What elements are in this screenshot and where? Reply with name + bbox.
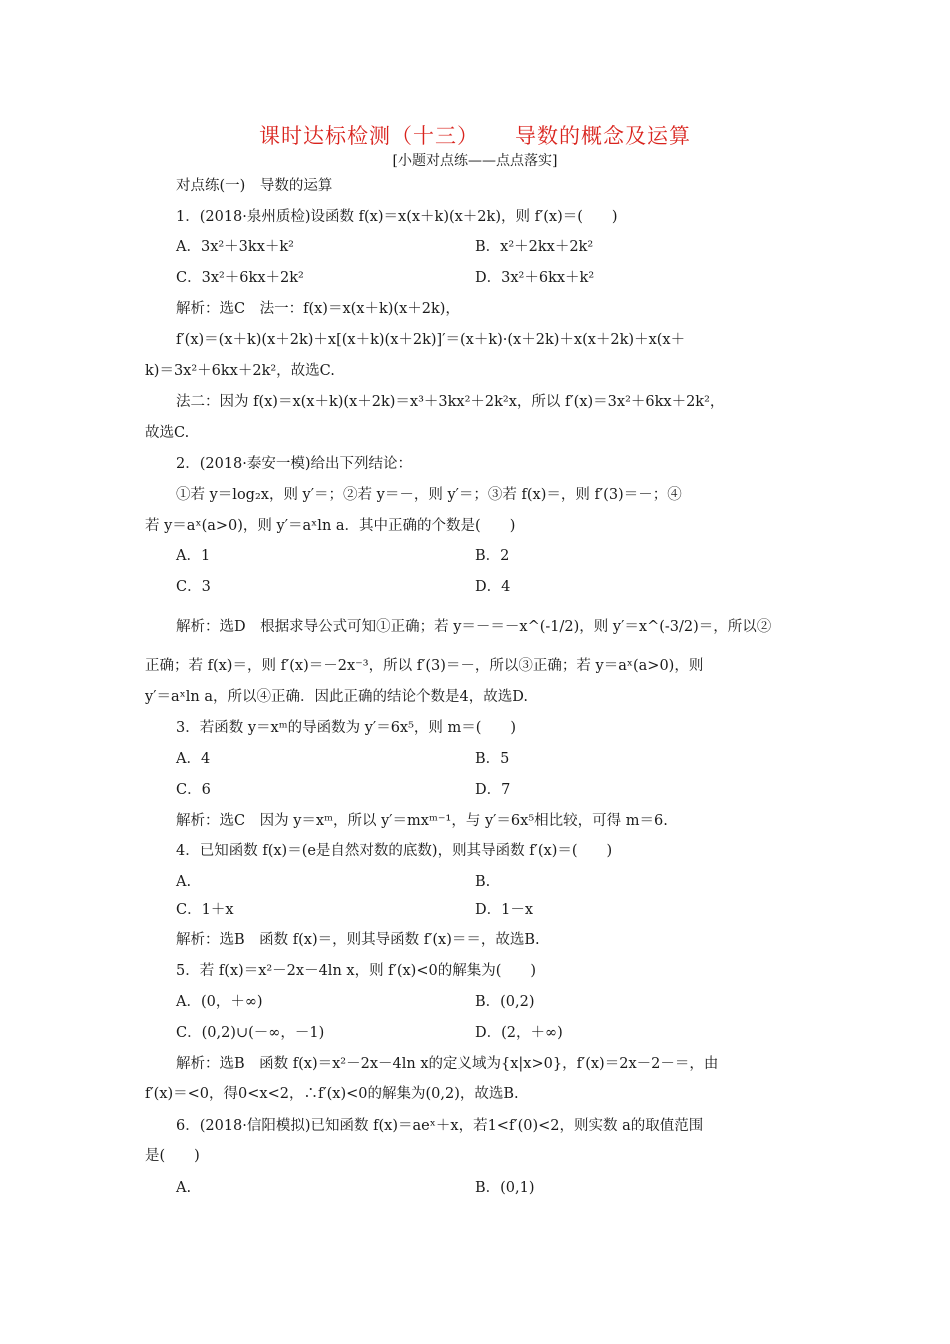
q1-solution-line: k)＝3x²＋6kx＋2k²，故选C. xyxy=(145,363,335,379)
q1-option-b: B．x²＋2kx＋2k² xyxy=(475,239,594,255)
question-5: 5．若 f(x)＝x²－2x－4ln x，则 f′(x)<0的解集为( ) xyxy=(176,963,537,979)
q5-solution-line: 解析：选B 函数 f(x)＝x²－2x－4ln x的定义域为{x|x>0}，f′(x)＝2x－2－＝，由 xyxy=(176,1056,719,1072)
q2-statement-line: ①若 y＝log₂x，则 y′＝；②若 y＝－，则 y′＝；③若 f(x)＝，则 f′(3)＝－；④ xyxy=(176,487,682,503)
q5-option-d: D．(2，＋∞) xyxy=(475,1025,563,1041)
question-6: 6．(2018·信阳模拟)已知函数 f(x)＝aeˣ＋x，若1<f′(0)<2，则实数 a的取值范围 xyxy=(176,1118,704,1134)
q2-solution-line: 正确；若 f(x)＝，则 f′(x)＝－2x⁻³，所以 f′(3)＝－，所以③正确；若 y＝aˣ(a>0)，则 xyxy=(145,658,704,674)
q3-option-d: D．7 xyxy=(475,782,511,798)
q1-solution-line: 故选C. xyxy=(145,425,190,441)
q5-solution-line: f′(x)＝<0，得0<x<2，∴f′(x)<0的解集为(0,2)，故选B. xyxy=(145,1086,519,1102)
q5-option-b: B．(0,2) xyxy=(475,994,535,1010)
q3-option-b: B．5 xyxy=(475,751,510,767)
question-1: 1．(2018·泉州质检)设函数 f(x)＝x(x＋k)(x＋2k)，则 f′(x)＝( ) xyxy=(176,209,618,225)
q5-option-a: A．(0，＋∞) xyxy=(176,994,263,1010)
q1-solution-line: 法二：因为 f(x)＝x(x＋k)(x＋2k)＝x³＋3kx²＋2k²x，所以 f′(x)＝3x²＋6kx＋2k²， xyxy=(176,394,725,410)
q2-option-c: C．3 xyxy=(176,579,211,595)
q6-option-b: B．(0,1) xyxy=(475,1180,535,1196)
q1-option-d: D．3x²＋6kx＋k² xyxy=(475,270,595,286)
title-right: 导数的概念及运算 xyxy=(515,124,691,148)
page-subtitle: [小题对点练——点点落实] xyxy=(392,153,558,169)
q2-option-b: B．2 xyxy=(475,548,510,564)
q6-option-a: A. xyxy=(176,1180,192,1196)
q2-option-a: A．1 xyxy=(176,548,211,564)
q3-solution-line: 解析：选C 因为 y＝xᵐ，所以 y′＝mxᵐ⁻¹，与 y′＝6x⁵相比较，可得 m＝6. xyxy=(176,813,668,829)
title-left: 课时达标检测（十三） xyxy=(259,124,479,148)
q6-statement-line: 是( ) xyxy=(145,1148,200,1164)
q1-solution-line: 解析：选C 法一：f(x)＝x(x＋k)(x＋2k)， xyxy=(176,301,460,317)
q4-option-d: D．1－x xyxy=(475,902,534,918)
q2-statement-line: 若 y＝aˣ(a>0)，则 y′＝aˣln a．其中正确的个数是( ) xyxy=(145,518,516,534)
question-4: 4．已知函数 f(x)＝(e是自然对数的底数)，则其导函数 f′(x)＝( ) xyxy=(176,843,613,859)
page-title xyxy=(0,120,950,150)
q4-option-a: A. xyxy=(176,874,192,890)
q4-option-c: C．1＋x xyxy=(176,902,234,918)
section-heading: 对点练(一) 导数的运算 xyxy=(176,178,333,194)
q3-option-c: C．6 xyxy=(176,782,211,798)
q5-option-c: C．(0,2)∪(－∞，－1) xyxy=(176,1025,325,1041)
q2-solution-line: 解析：选D 根据求导公式可知①正确；若 y＝－＝－x^(-1/2)，则 y′＝x^(-3/2)＝，所以② xyxy=(176,619,772,635)
q4-option-b: B. xyxy=(475,874,491,890)
q1-solution-line: f′(x)＝(x＋k)(x＋2k)＋x[(x＋k)(x＋2k)]′＝(x＋k)·(x＋2k)＋x(x＋2k)＋x(x＋ xyxy=(176,332,686,348)
q1-option-a: A．3x²＋3kx＋k² xyxy=(176,239,294,255)
q1-option-c: C．3x²＋6kx＋2k² xyxy=(176,270,304,286)
question-3: 3．若函数 y＝xᵐ的导函数为 y′＝6x⁵，则 m＝( ) xyxy=(176,720,517,736)
q2-solution-line: y′＝aˣln a，所以④正确．因此正确的结论个数是4，故选D. xyxy=(145,689,528,705)
q3-option-a: A．4 xyxy=(176,751,211,767)
q2-option-d: D．4 xyxy=(475,579,511,595)
question-2: 2．(2018·泰安一模)给出下列结论： xyxy=(176,456,413,472)
q4-solution-line: 解析：选B 函数 f(x)＝，则其导函数 f′(x)＝＝，故选B. xyxy=(176,932,540,948)
